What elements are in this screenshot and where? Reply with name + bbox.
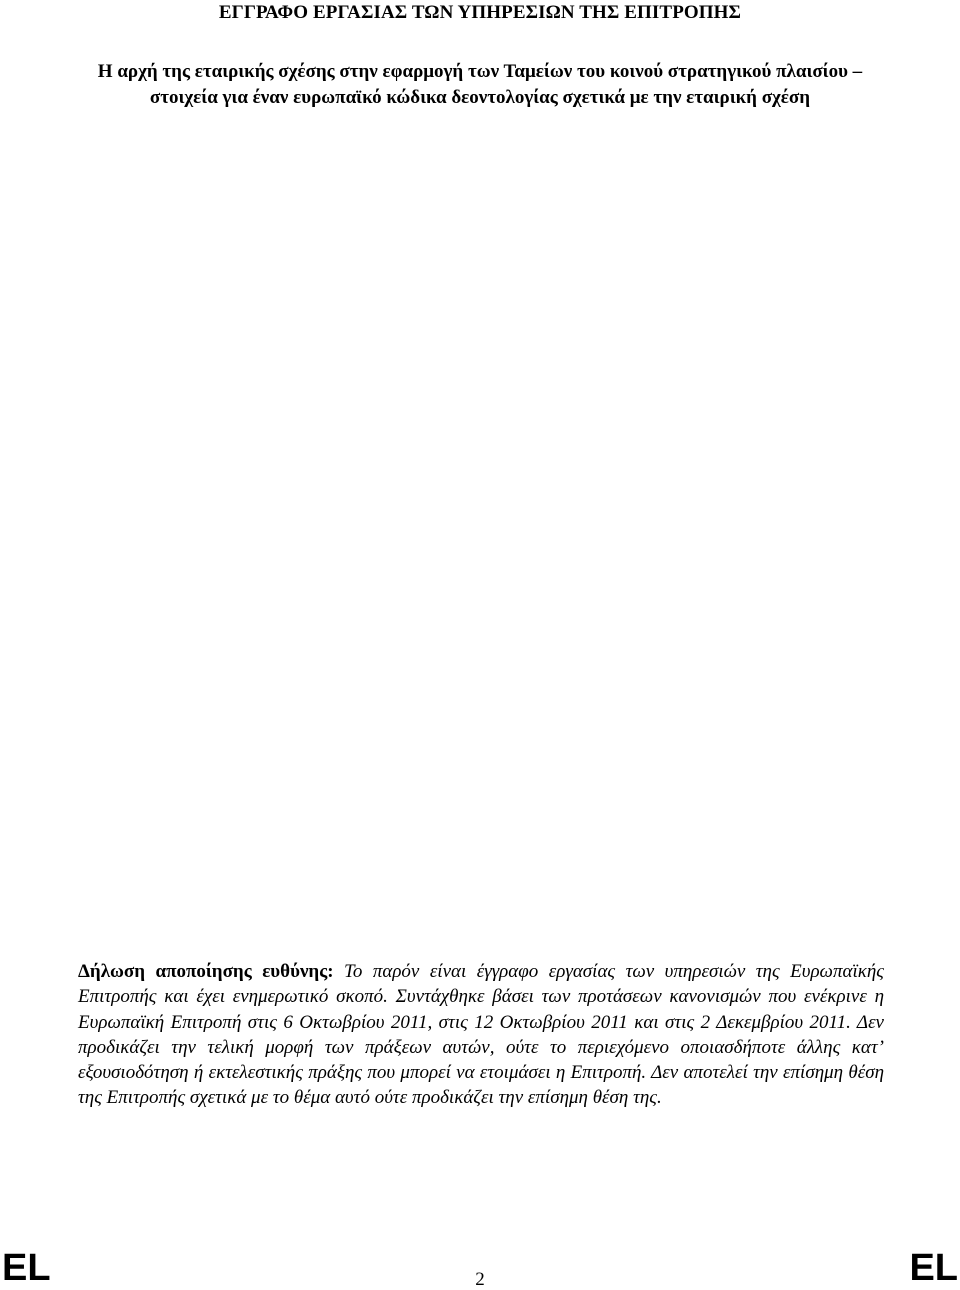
disclaimer-paragraph: [78, 959, 884, 1111]
page-footer: [0, 1248, 960, 1289]
language-code-right: EL: [909, 1247, 958, 1289]
page-number: 2: [475, 1269, 485, 1290]
document-type-header: ΕΓΓΡΑΦΟ ΕΡΓΑΣΙΑΣ ΤΩΝ ΥΠΗΡΕΣΙΩΝ ΤΗΣ ΕΠΙΤΡΟΠΗΣ: [218, 2, 742, 23]
disclaimer-lead: Δήλωση αποποίησης ευθύνης:: [78, 961, 334, 982]
language-code-left: EL: [2, 1247, 51, 1289]
document-title: Η αρχή της εταιρικής σχέσης στην εφαρμογή των Ταμείων του κοινού στρατηγικού πλαισίου – στοιχεία για έναν ευρωπαϊκό κώδικα δεοντολογίας σχετικά με την εταιρική σχέση: [97, 61, 863, 108]
disclaimer-body: Το παρόν είναι έγγραφο εργασίας των υπηρεσιών της Ευρωπαϊκής Επιτροπής και έχει ενημερωτικό σκοπό. Συντάχθηκε βάσει των προτάσεων κανονισμών που ενέκρινε η Ευρωπαϊκή Επιτροπή στις 6 Οκτωβρίου 2011, στις 12 Οκτωβρίου 2011 και στις 2 Δεκεμβρίου 2011. Δεν προδικάζει την τελική μορφή των πράξεων αυτών, ούτε το περιεχόμενο οποιασδήποτε άλλης κατ’ εξουσιοδότηση ή εκτελεστικής πράξης που μπορεί να ετοιμάσει η Επιτροπή. Δεν αποτελεί την επίσημη θέση της Επιτροπής σχετικά με το θέμα αυτό ούτε προδικάζει την επίσημη θέση της.: [78, 961, 885, 1109]
